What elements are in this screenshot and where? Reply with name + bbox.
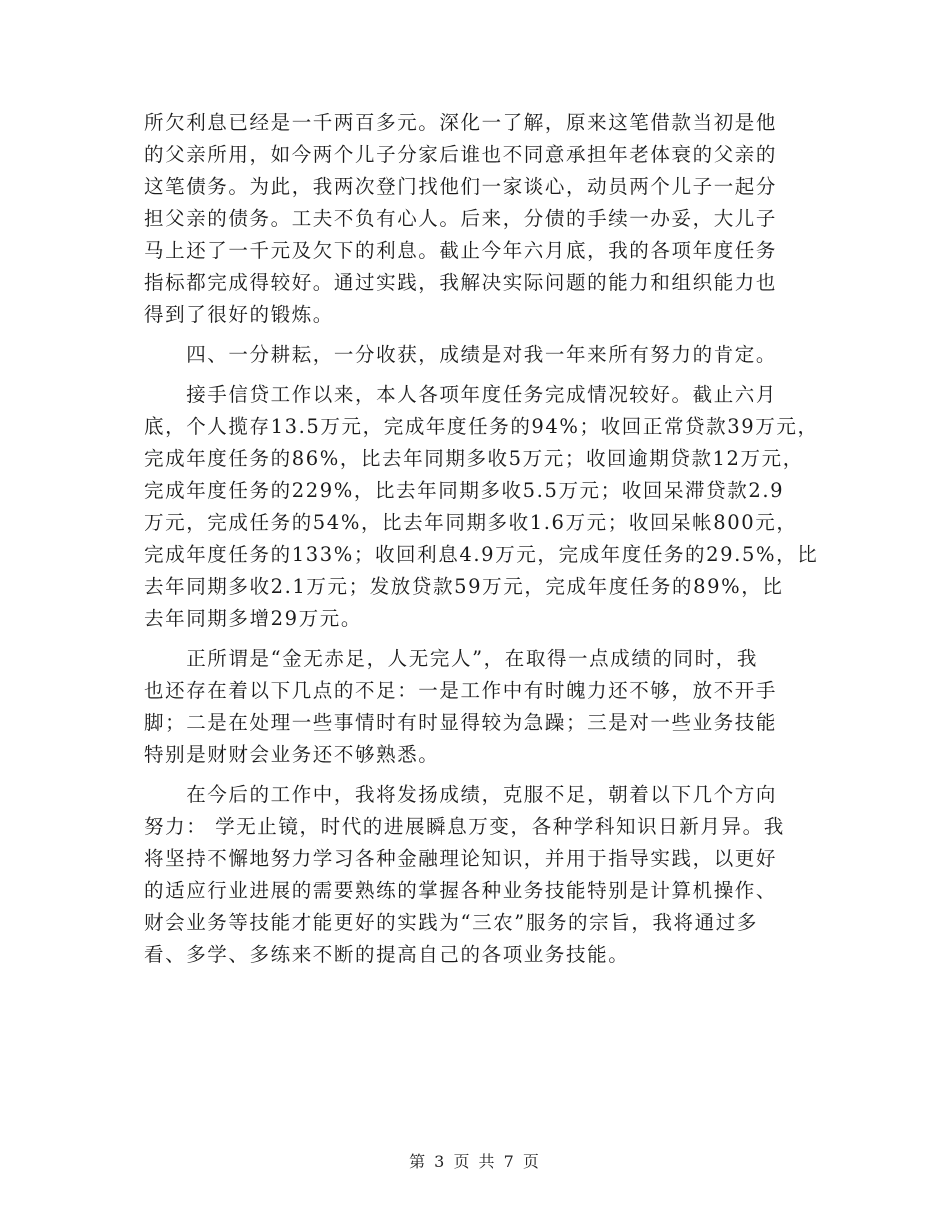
text-line: 万元，完成任务的54%，比去年同期多收1.6万元；收回呆帐800元，	[144, 511, 798, 534]
text-line: 这笔债务。为此，我两次登门找他们一家谈心，动员两个儿子一起分	[144, 175, 778, 198]
text-line: 也还存在着以下几点的不足：一是工作中有时魄力还不够，放不开手	[144, 679, 778, 702]
text-line: 底，个人揽存13.5万元，完成年度任务的94%；收回正常贷款39万元，	[144, 415, 819, 438]
text-line: 看、多学、多练来不断的提高自己的各项业务技能。	[144, 943, 630, 966]
text-line: 得到了很好的锻炼。	[144, 303, 334, 326]
text-line: 财会业务等技能才能更好的实践为“三农”服务的宗旨，我将通过多	[144, 911, 758, 934]
text-line: 去年同期多收2.1万元；发放贷款59万元，完成年度任务的89%，比	[144, 575, 784, 598]
document-body	[144, 107, 819, 971]
text-line: 马上还了一千元及欠下的利息。截止今年六月底，我的各项年度任务	[144, 239, 778, 262]
text-line: 担父亲的债务。工夫不负有心人。后来，分债的手续一办妥，大儿子	[144, 207, 778, 230]
text-line: 完成年度任务的133%；收回利息4.9万元，完成年度任务的29.5%，比	[144, 543, 819, 566]
text-line: 努力： 学无止镜，时代的进展瞬息万变，各种学科知识日新月异。我	[144, 815, 785, 838]
text-line: 将坚持不懈地努力学习各种金融理论知识，并用于指导实践，以更好	[144, 847, 778, 870]
text-line: 的父亲所用，如今两个儿子分家后谁也不同意承担年老体衰的父亲的	[144, 143, 778, 166]
text-line: 所欠利息已经是一千两百多元。深化一了解，原来这笔借款当初是他	[144, 111, 778, 134]
text-line: 接手信贷工作以来，本人各项年度任务完成情况较好。截止六月	[144, 383, 778, 406]
text-line: 正所谓是“金无赤足，人无完人”，在取得一点成绩的同时，我	[144, 647, 758, 670]
text-line: 完成年度任务的86%，比去年同期多收5万元；收回逾期贷款12万元，	[144, 447, 804, 470]
text-line: 完成年度任务的229%，比去年同期多收5.5万元；收回呆滞贷款2.9	[144, 479, 785, 502]
text-line: 特别是财财会业务还不够熟悉。	[144, 743, 440, 766]
text-line: 去年同期多增29万元。	[144, 607, 362, 630]
text-line: 在今后的工作中，我将发扬成绩，克服不足，朝着以下几个方向	[144, 783, 778, 806]
text-line: 指标都完成得较好。通过实践，我解决实际问题的能力和组织能力也	[144, 271, 778, 294]
section-heading: 四、一分耕耘，一分收获，成绩是对我一年来所有努力的肯定。	[144, 343, 778, 366]
page-number-footer: 第 3 页 共 7 页	[409, 1152, 541, 1171]
text-line: 脚；二是在处理一些事情时有时显得较为急躁；三是对一些业务技能	[144, 711, 778, 734]
text-line: 的适应行业进展的需要熟练的掌握各种业务技能特别是计算机操作、	[144, 879, 778, 902]
